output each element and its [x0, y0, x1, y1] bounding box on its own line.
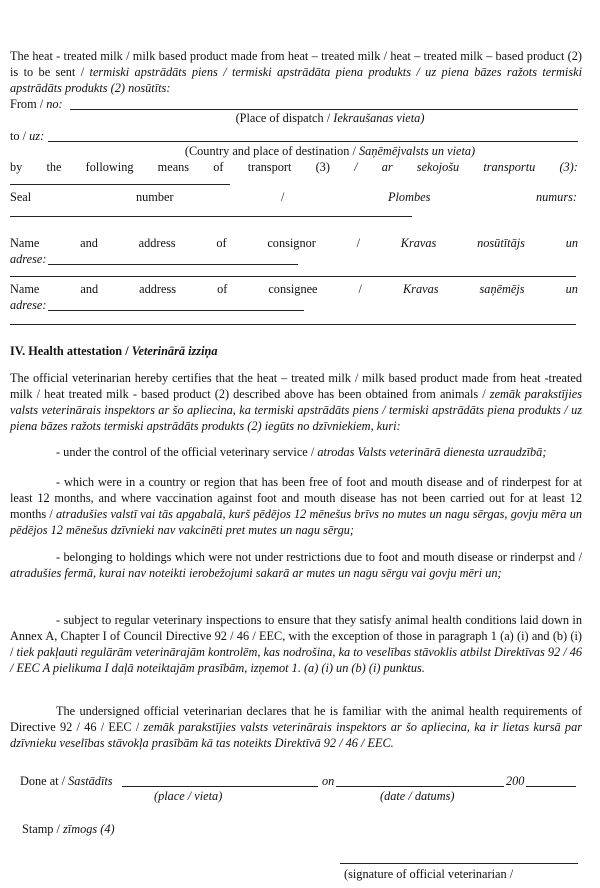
done-at-label: Done at / Sastādīts: [20, 774, 113, 788]
seal-slash: /: [281, 190, 285, 204]
year-field-line[interactable]: [526, 786, 576, 787]
date-caption: (date / datums): [380, 789, 455, 803]
consignee-field-line[interactable]: [48, 310, 304, 311]
consignee-row: Name and address of consignee / Kravas saņēmējs un: [10, 282, 578, 296]
item-4: - subject to regular veterinary inspections to ensure that they satisfy animal health conditions laid down in Annex A, Chapter I of Council Directive 92 / 46 / EEC, with the exception of those in paragraph 1 (a) (i) and (b) (i) / tiek pakļauti regulārām veterinārajām kontrolēm, kas nodrošina, ka to veselības stāvoklis atbilst Direktīvas 92 / 46 / EEC A pielikuma I daļā noteiktajām prasībām, izņemot 1. (a) (i) un (b) (i) punktus.: [10, 613, 582, 675]
section-title: IV. Health attestation / Veterinārā izziņa: [10, 344, 218, 358]
item-2: - which were in a country or region that has been free of foot and mouth disease and of rinderpest for at least 12 months, and where vaccination against foot and mouth disease has not been carried out for at least 12 months / atradušies valstī vai tās apgabalā, kurš pēdējos 12 mēnešus brīvs no mutes un nagu sērgas, govju mēra un pēdējos 12 mēnešus dzīvnieki nav vakcinēti pret mutes un nagu sērgu;: [10, 475, 582, 537]
signature-field-line[interactable]: [340, 863, 578, 864]
on-label: on: [322, 774, 335, 788]
from-caption: (Place of dispatch / Iekraušanas vieta): [235, 111, 425, 125]
seal-field-line[interactable]: [10, 216, 412, 217]
date-field-line[interactable]: [336, 786, 504, 787]
signature-caption: (signature of official veterinarian /: [344, 867, 514, 881]
intro-en: The heat - treated milk / milk based product made from heat – treated milk / heat – treated milk – based product (2) is to be sent /: [10, 49, 582, 79]
to-label: to / uz:: [10, 129, 45, 143]
intro-paragraph: [10, 48, 582, 96]
item-3: - belonging to holdings which were not under restrictions due to foot and mouth disease or rinderpst and / atradušies fermā, kurai nav noteikti ierobežojumi sakarā ar mutes un nagu sērgu vai govju mēri un;: [10, 550, 582, 580]
seal-number-label: number: [136, 190, 174, 204]
seal-label: Seal: [10, 190, 32, 204]
seal-lv-label: Plombes: [388, 190, 431, 204]
consignor-field-line-2[interactable]: [10, 276, 576, 277]
certify-paragraph: The official veterinarian hereby certifies that the heat – treated milk / milk based product made from heat -treated milk / heat treated milk - based product (2) described above has been obtained from animals / zemāk parakstījies valsts veterinārais inspektors ar šo apliecina, ka termiski apstrādāts piens / termiski apstrādāts piena produkts / uz piena bāzes ražots termiski apstrādāts produkts (2) iegūts no dzīvniekiem, kuri:: [10, 371, 582, 433]
place-caption: (place / vieta): [154, 789, 223, 803]
seal-lv-number: numurs:: [536, 190, 577, 204]
consignor-adrese: adrese:: [10, 252, 47, 266]
consignee-adrese: adrese:: [10, 298, 47, 312]
place-field-line[interactable]: [122, 786, 318, 787]
transport-field-line[interactable]: [10, 184, 230, 185]
from-label: From / no:: [10, 97, 63, 111]
stamp-label: Stamp / zīmogs (4): [22, 822, 115, 836]
consignee-field-line-2[interactable]: [10, 324, 576, 325]
item-1: - under the control of the official veterinary service / atrodas Valsts veterinārā dienesta uzraudzībā;: [56, 445, 547, 459]
to-field-line[interactable]: [48, 141, 578, 142]
intro-lv: termiski apstrādāts piens / termiski apstrādāta piena produkts / uz piena bāzes ražots termiski apstrādāts produkts (2) nosūtīts:: [10, 65, 582, 95]
consignor-field-line[interactable]: [48, 264, 298, 265]
transport-row: by the following means of transport (3) / ar sekojošu transportu (3):: [10, 160, 578, 174]
consignor-row: Name and address of consignor / Kravas nosūtītājs un: [10, 236, 578, 250]
year-label: 200: [506, 774, 525, 788]
to-caption: (Country and place of destination / Saņēmējvalsts un vieta): [184, 144, 476, 158]
declaration-paragraph: The undersigned official veterinarian declares that he is familiar with the animal health requirements of Directive 92 / 46 / EEC / zemāk parakstījies valsts veterinārais inspektors ar šo apliecina, ka ir lietas kursā par dzīvnieku veselības stāvokļa prasībām kā tas noteikts Direktīvā 92 / 46 / EEC.: [10, 704, 583, 750]
